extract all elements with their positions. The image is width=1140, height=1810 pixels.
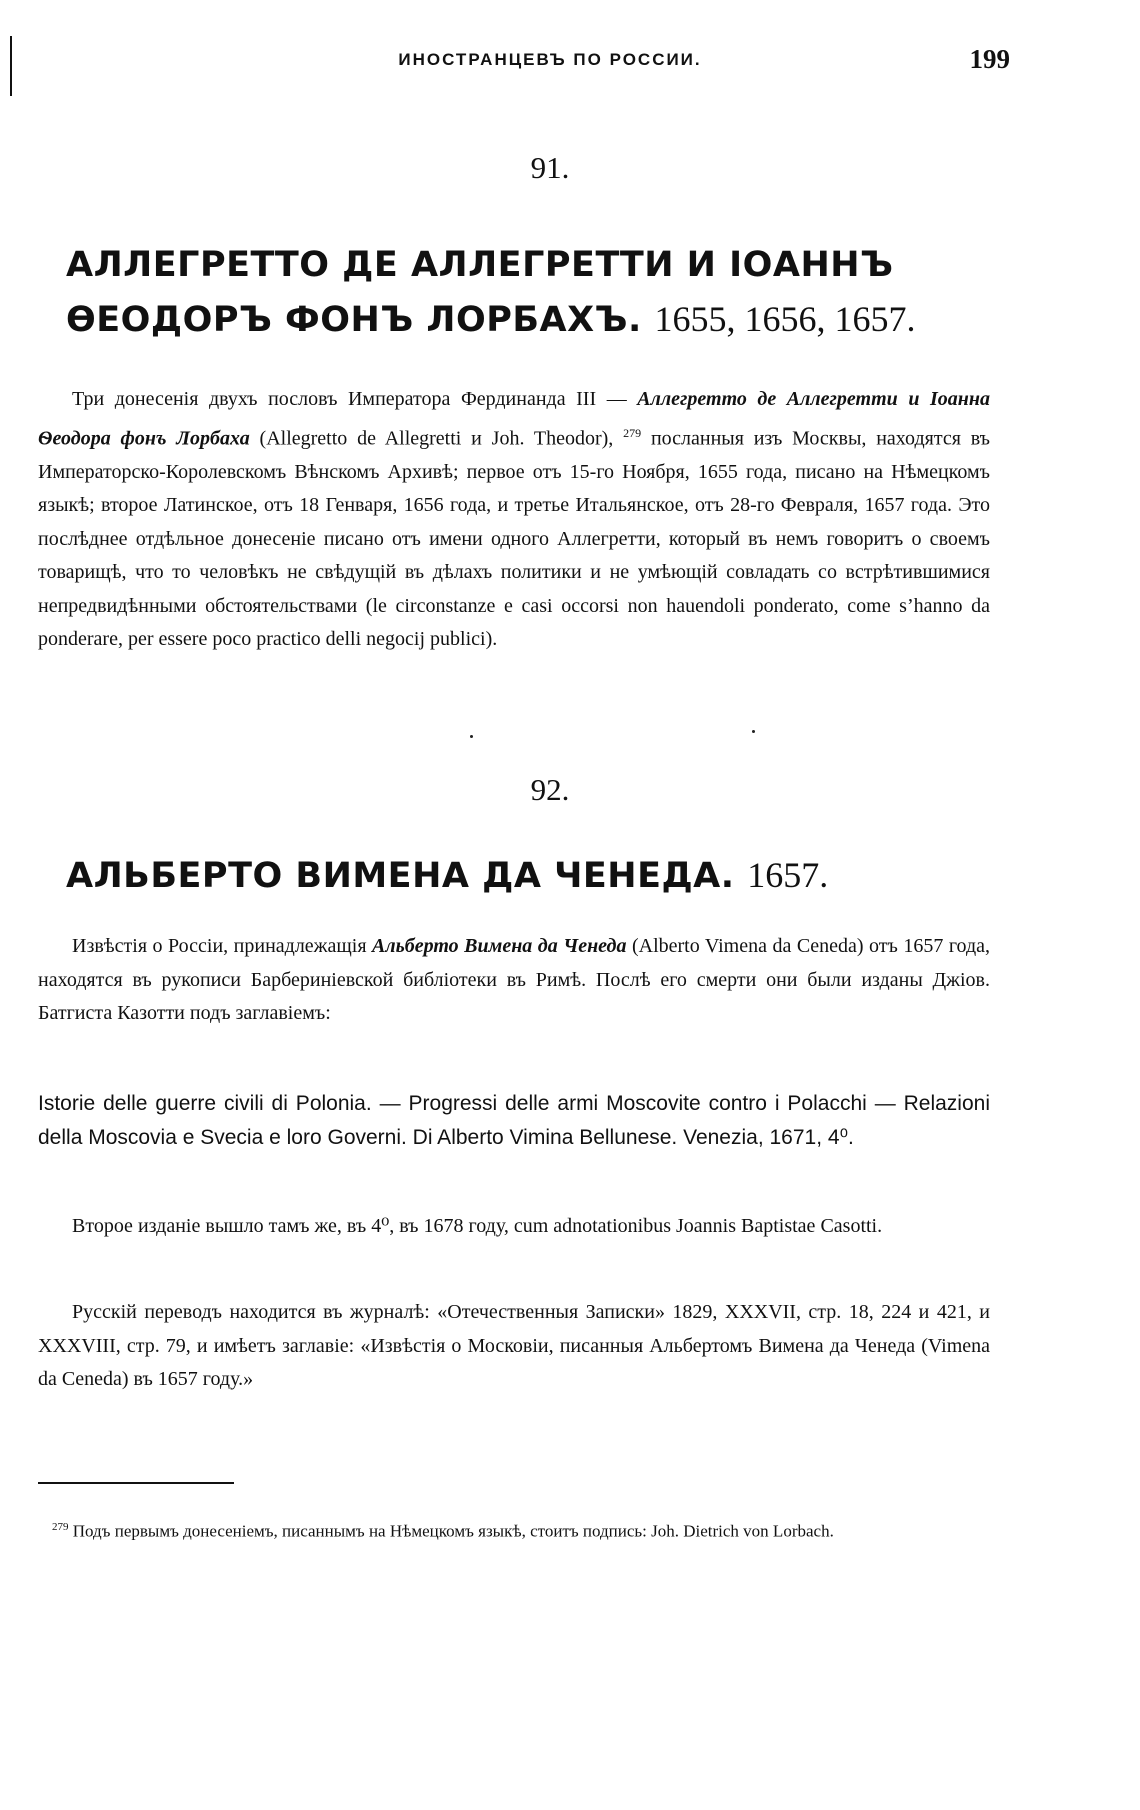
section-91-title bbox=[66, 238, 986, 347]
footnote bbox=[38, 1512, 990, 1547]
section-92-paragraph-2: Второе изданіе вышло тамъ же, въ 4⁰, въ 1678 году, cum adnotationibus Joannis Baptistae Casotti. bbox=[72, 1215, 883, 1237]
section-92-number: 92. bbox=[530, 772, 570, 807]
section-91-years: 1655, 1656, 1657. bbox=[654, 299, 916, 339]
section-92-years: 1657. bbox=[747, 855, 829, 895]
section-92-title bbox=[66, 848, 986, 903]
section-91-paragraph bbox=[38, 383, 990, 657]
print-speck bbox=[752, 730, 755, 733]
section-91-title-text: АЛЛЕГРЕТТО ДЕ АЛЛЕГРЕТТИ И ІОАННЪ ѲЕОДОРЪ ФОНЪ ЛОРБАХЪ. bbox=[66, 245, 894, 340]
footnote-mark: 279 bbox=[52, 1521, 69, 1533]
section-92-paragraph-3: Русскій переводъ находится въ журналѣ: «Отечественныя Записки» 1829, XXXVII, стр. 18, 224 и 421, и XXXVIII, стр. 79, и имѣетъ заглавіе: «Извѣстія о Московіи, писанныя Альбертомъ Вимена да Ченеда (Vimena da Ceneda) въ 1657 году.» bbox=[38, 1301, 990, 1390]
section-91-number: 91. bbox=[530, 150, 570, 185]
running-head-title: ИНОСТРАНЦЕВЪ ПО РОССИИ. bbox=[398, 50, 702, 69]
footnote-text: Подъ первымъ донесеніемъ, писаннымъ на Нѣмецкомъ языкѣ, стоитъ подпись: Joh. Dietrich von Lorbach. bbox=[68, 1521, 834, 1541]
section-91-text-1: Три донесенія двухъ пословъ Императора Фердинанда III — bbox=[72, 388, 638, 410]
running-head bbox=[0, 44, 1140, 84]
section-91-ambassadors-italic: Аллегретто де Аллегретти и Іоанна Ѳеодора фонъ Лорбаха bbox=[38, 388, 991, 450]
page-number: 199 bbox=[969, 44, 1010, 74]
section-92-paragraph-1 bbox=[38, 930, 990, 1031]
section-92-author-italic: Альберто Вимена да Ченеда bbox=[372, 935, 627, 957]
section-91-text-2: (Allegretto de Allegretti и Joh. Theodor), bbox=[249, 427, 624, 450]
section-92-p1-text-2: (Alberto Vimena da Ceneda) отъ 1657 года, находятся въ рукописи Барберинiевской библіотеки въ Римѣ. Послѣ его смерти они были изданы Джіов. Батгиста Казотти подъ заглавіемъ: bbox=[38, 935, 990, 1024]
section-91-text-3: посланныя изъ Москвы, находятся въ Императорско-Королевскомъ Вѣнскомъ Архивѣ; первое отъ 15-го Ноября, 1655 года, писано на Нѣмецкомъ языкѣ; второе Латинское, отъ 18 Генваря, 1656 года, и третье Итальянское, отъ 28-го Февраля, 1657 года. Это послѣднее отдѣльное донесеніе писано отъ имени одного Аллегретти, который въ немъ говоритъ о своемъ товарищѣ, что то человѣкъ не свѣдущій въ дѣлахъ политики и не умѣющій совладать со встрѣтившимися непредвидѣнными обстоятельствами (le circonstanze e casi occorsi non hauendoli ponderato, come s’hanno da ponderare, per essere poco practico delli negocij publici). bbox=[38, 427, 990, 651]
section-92-p1-text-1: Извѣстія о Россіи, принадлежащія bbox=[72, 935, 373, 957]
footnote-reference: 279 bbox=[623, 425, 642, 440]
bibliographic-entry: Istorie delle guerre civili di Polonia. — Progressi delle armi Moscovite contro i Polacchi — Relazioni della Moscovia e Svecia e loro Governi. Di Alberto Vimina Bellunese. Venezia, 1671, 4⁰. bbox=[38, 1092, 990, 1149]
section-92-title-text: АЛЬБЕРТО ВИМЕНА ДА ЧЕНЕДА. bbox=[66, 856, 735, 896]
footnote-divider bbox=[38, 1482, 234, 1484]
print-speck bbox=[470, 735, 473, 738]
